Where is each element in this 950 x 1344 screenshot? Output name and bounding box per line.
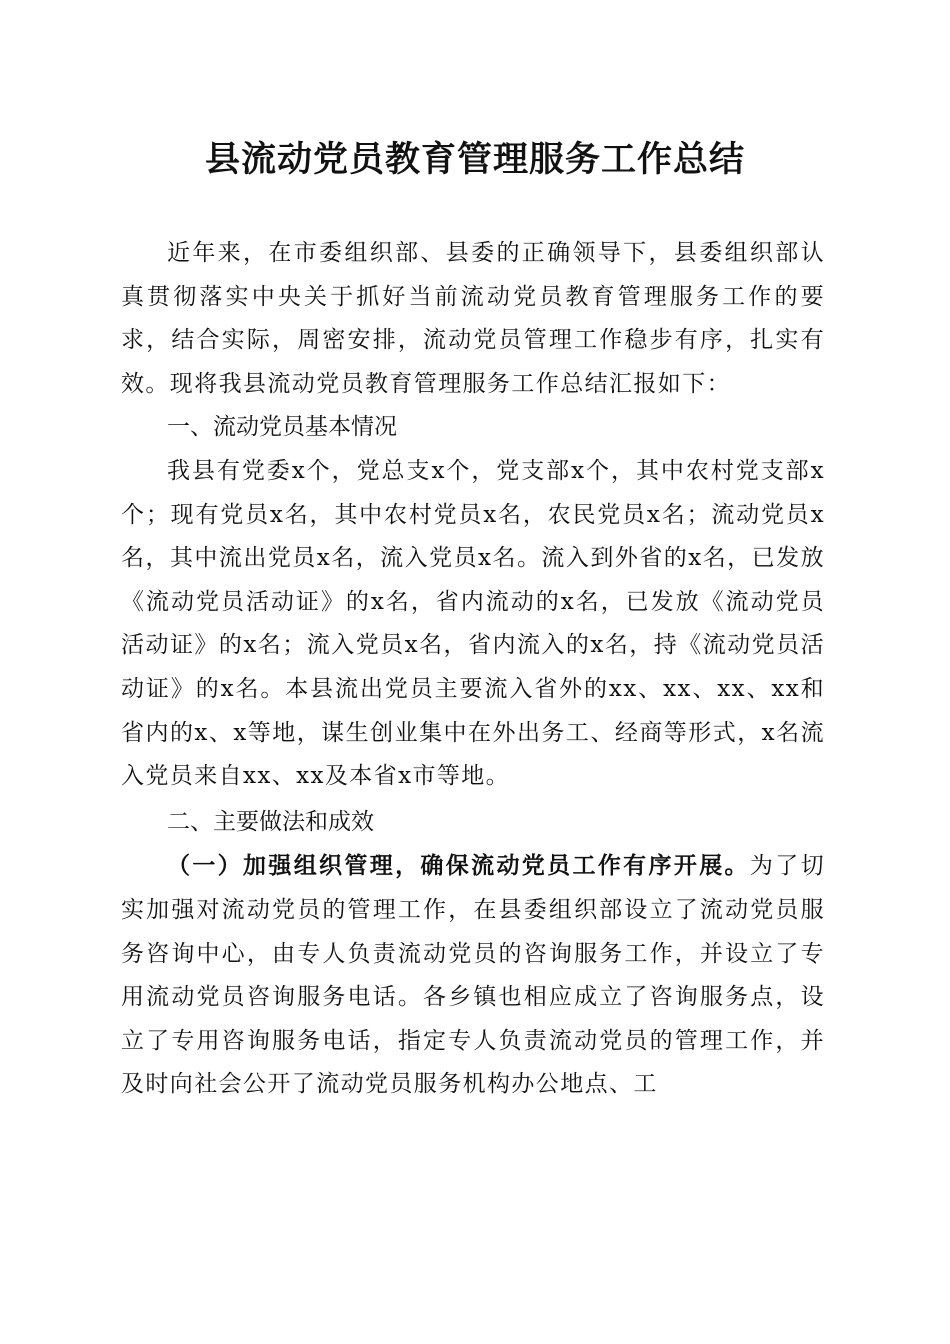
practices-paragraph-text: 为了切实加强对流动党员的管理工作，在县委组织部设立了流动党员服务咨询中心，由专人负责流动党员的咨询服务工作，并设立了专用流动党员咨询服务电话。各乡镇也相应成立了咨询服务点，设立了专用咨询服务电话，指定专人负责流动党员的管理工作，并及时向社会公开了流动党员服务机构办公地点、工 [121,853,825,1098]
section-heading-basic-situation: 一、流动党员基本情况 [167,414,397,441]
intro-paragraph: 近年来，在市委组织部、县委的正确领导下，县委组织部认真贯彻落实中央关于抓好当前流动党员教育管理服务工作的要求，结合实际，周密安排，流动党员管理工作稳步有序，扎实有效。现将我县流动党员教育管理服务工作总结汇报如下： [121,240,825,397]
document-body [121,232,825,1107]
practices-subheading: （一）加强组织管理，确保流动党员工作有序开展。 [167,852,750,880]
section-heading-practices: 二、主要做法和成效 [167,808,374,835]
document-title: 县流动党员教育管理服务工作总结 [204,139,745,180]
basic-situation-paragraph: 我县有党委x个，党总支x个，党支部x个，其中农村党支部x个；现有党员x名，其中农村党员x名，农民党员x名；流动党员x名，其中流出党员x名，流入党员x名。流入到外省的x名，已发放《流动党员活动证》的x名，省内流动的x名，已发放《流动党员活动证》的x名；流入党员x名，省内流入的x名，持《流动党员活动证》的x名。本县流出党员主要流入省外的xx、xx、xx、xx和省内的x、x等地，谋生创业集中在外出务工、经商等形式，x名流入党员来自xx、xx及本省x市等地。 [121,457,825,790]
practices-paragraph [121,844,825,1107]
